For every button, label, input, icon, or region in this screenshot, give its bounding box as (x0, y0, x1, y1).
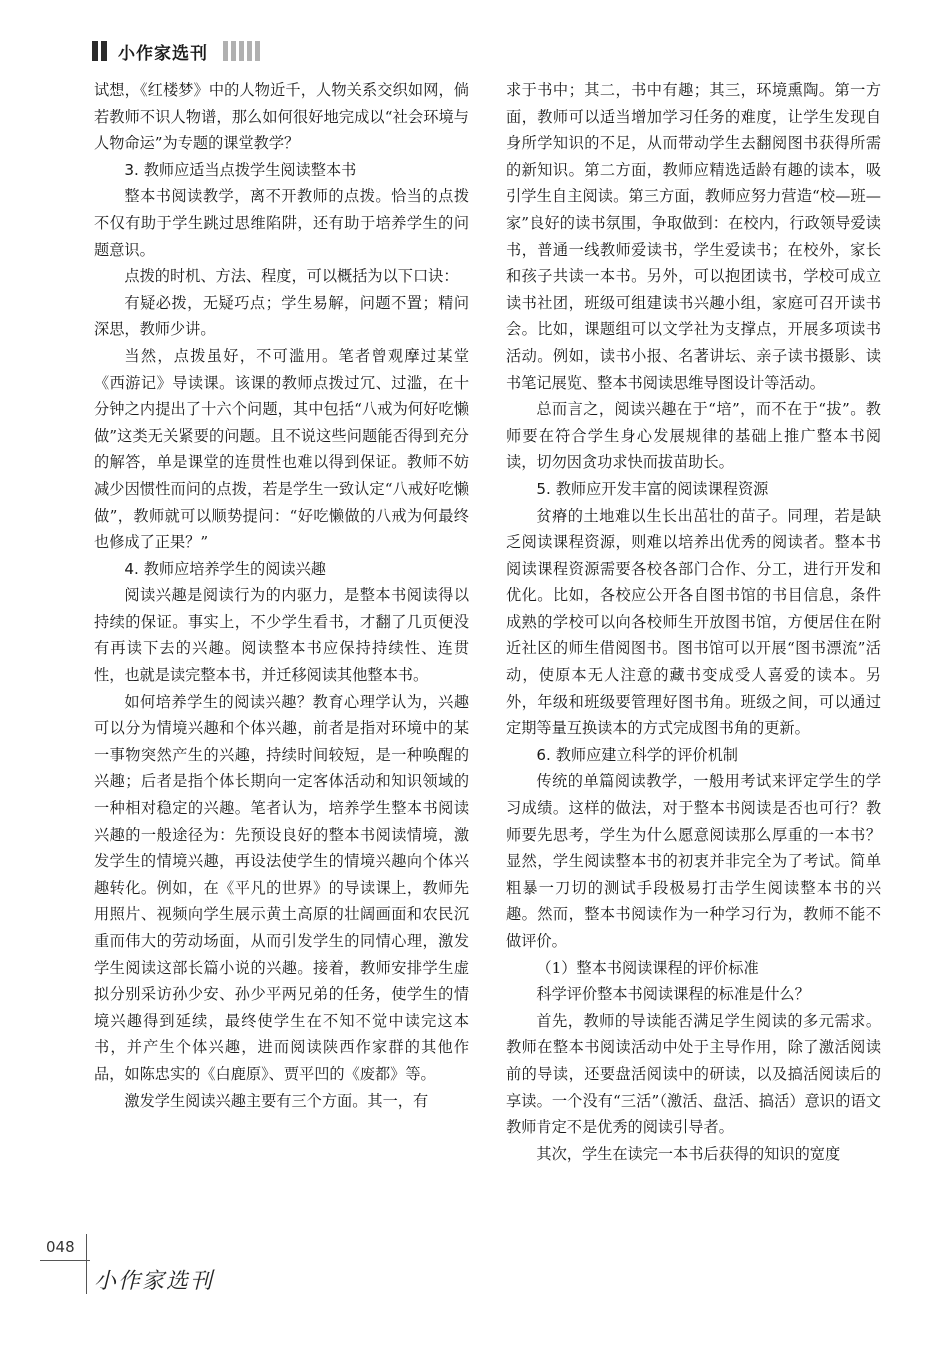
section-heading: 4. 教师应培养学生的阅读兴趣 (124, 559, 326, 578)
paragraph: 试想，《红楼梦》中的人物近千，人物关系交织如网，倘若教师不识人物谱，那么如何很好地完成以“社会环境与人物命运”为专题的课堂教学？ (94, 81, 469, 153)
paragraph: 阅读兴趣是阅读行为的内驱力，是整本书阅读得以持续的保证。事实上，不少学生看书，才翻了几页便没有再读下去的兴趣。阅读整本书应保持持续性、连贯性，也就是读完整本书，并迁移阅读其他整本书。 (94, 586, 469, 685)
paragraph: 传统的单篇阅读教学，一般用考试来评定学生的学习成绩。这样的做法，对于整本书阅读是否也可行？教师要先思考，学生为什么愿意阅读那么厚重的一本书？显然，学生阅读整本书的初衷并非完全为了考试。简单粗暴一刀切的测试手段极易打击学生阅读整本书的兴趣。然而，整本书阅读作为一种学习行为，教师不能不做评价。 (506, 772, 881, 950)
paragraph: 贫瘠的土地难以生长出茁壮的苗子。同理，若是缺乏阅读课程资源，则难以培养出优秀的阅读者。整本书阅读课程资源需要各校各部门合作、分工，进行开发和优化。比如，各校应公开各自图书馆的书目信息，条件成熟的学校可以向各校师生开放图书馆，方便居住在附近社区的师生借阅图书。图书馆可以开展“图书漂流”活动，使原本无人注意的藏书变成受人喜爱的读本。另外，年级和班级要管理好图书角。班级之间，可以通过定期等量互换读本的方式完成图书角的更新。 (506, 506, 881, 738)
footer-divider (40, 1260, 90, 1261)
header-bar-icon (231, 41, 236, 61)
section-heading: 5. 教师应开发丰富的阅读课程资源 (536, 479, 769, 498)
header-bar-icon (92, 41, 98, 61)
header-bar-icon (223, 41, 228, 61)
subsection-heading: （1）整本书阅读课程的评价标准 (536, 958, 759, 977)
header-bar-icon (255, 41, 260, 61)
footer-brand: 小作家选刊 (94, 1269, 215, 1294)
journal-title: 小作家选刊 (118, 43, 208, 64)
paragraph: 如何培养学生的阅读兴趣？教育心理学认为，兴趣可以分为情境兴趣和个体兴趣，前者是指对环境中的某一事物突然产生的兴趣，持续时间较短，是一种唤醒的兴趣；后者是指个体长期向一定客体活动和知识领域的一种相对稳定的兴趣。笔者认为，培养学生整本书阅读兴趣的一般途径为：先预设良好的整本书阅读情境，激发学生的情境兴趣，再设法使学生的情境兴趣向个体兴趣转化。例如，在《平凡的世界》的导读课上，教师先用照片、视频向学生展示黄土高原的壮阔画面和农民沉重而伟大的劳动场面，从而引发学生的同情心理，激发学生阅读这部长篇小说的兴趣。接着，教师安排学生虚拟分别采访孙少安、孙少平两兄弟的任务，使学生的情境兴趣得到延续，最终使学生在不知不觉中读完这本书，并产生个体兴趣，进而阅读陕西作家群的其他作品，如陈忠实的《白鹿原》、贾平凹的《废都》等。 (94, 692, 469, 1083)
paragraph: 科学评价整本书阅读课程的标准是什么？ (536, 985, 810, 1004)
paragraph: 当然，点拨虽好，不可滥用。笔者曾观摩过某堂《西游记》导读课。该课的教师点拨过冗、过滥，在十分钟之内提出了十六个问题，其中包括“八戒为何好吃懒做”这类无关紧要的问题。且不说这些问题能否得到充分的解答，单是课堂的连贯性也难以得到保证。教师不妨减少因惯性而问的点拨，若是学生一致认定“八戒好吃懒做”，教师就可以顺势提问：“好吃懒做的八戒为何最终也修成了正果？” (94, 346, 469, 552)
left-column (94, 77, 469, 1114)
paragraph: 激发学生阅读兴趣主要有三个方面。其一，有 (124, 1091, 429, 1110)
running-header (92, 36, 260, 66)
paragraph: 其次，学生在读完一本书后获得的知识的宽度 (536, 1144, 841, 1163)
paragraph: 点拨的时机、方法、程度，可以概括为以下口诀： (124, 267, 459, 286)
paragraph: 整本书阅读教学，离不开教师的点拨。恰当的点拨不仅有助于学生跳过思维陷阱，还有助于培养学生的问题意识。 (94, 187, 469, 259)
paragraph: 求于书中；其二，书中有趣；其三，环境熏陶。第一方面，教师可以适当增加学习任务的难度，让学生发现自身所学知识的不足，从而带动学生去翻阅图书获得所需的新知识。第二方面，教师应精选适龄有趣的读本，吸引学生自主阅读。第三方面，教师应努力营造“校—班—家”良好的读书氛围，争取做到：在校内，行政领导爱读书，普通一线教师爱读书，学生爱读书；在校外，家长和孩子共读一本书。另外，可以抱团读书，学校可成立读书社团，班级可组建读书兴趣小组，家庭可召开读书会。比如，课题组可以文学社为支撑点，开展多项读书活动。例如，读书小报、名著讲坛、亲子读书摄影、读书笔记展览、整本书阅读思维导图设计等活动。 (506, 81, 881, 392)
right-column (506, 77, 881, 1167)
section-heading: 3. 教师应适当点拨学生阅读整本书 (124, 160, 357, 179)
paragraph: 首先，教师的导读能否满足学生阅读的多元需求。教师在整本书阅读活动中处于主导作用，除了激活阅读前的导读，还要盘活阅读中的研读，以及搞活阅读后的享读。一个没有“三活”（激活、盘活、搞活）意识的语文教师肯定不是优秀的阅读引导者。 (506, 1011, 881, 1137)
footer-divider (86, 1234, 87, 1294)
header-bar-icon (101, 41, 107, 61)
page-number: 048 (46, 1238, 75, 1256)
section-heading: 6. 教师应建立科学的评价机制 (536, 745, 738, 764)
paragraph: 总而言之，阅读兴趣在于“培”，而不在于“拔”。教师要在符合学生身心发展规律的基础上推广整本书阅读，切勿因贪功求快而拔苗助长。 (506, 400, 881, 472)
header-bar-icon (239, 41, 244, 61)
header-bar-icon (247, 41, 252, 61)
paragraph: 有疑必拨，无疑巧点；学生易解，问题不置；精问深思，教师少讲。 (94, 293, 469, 339)
